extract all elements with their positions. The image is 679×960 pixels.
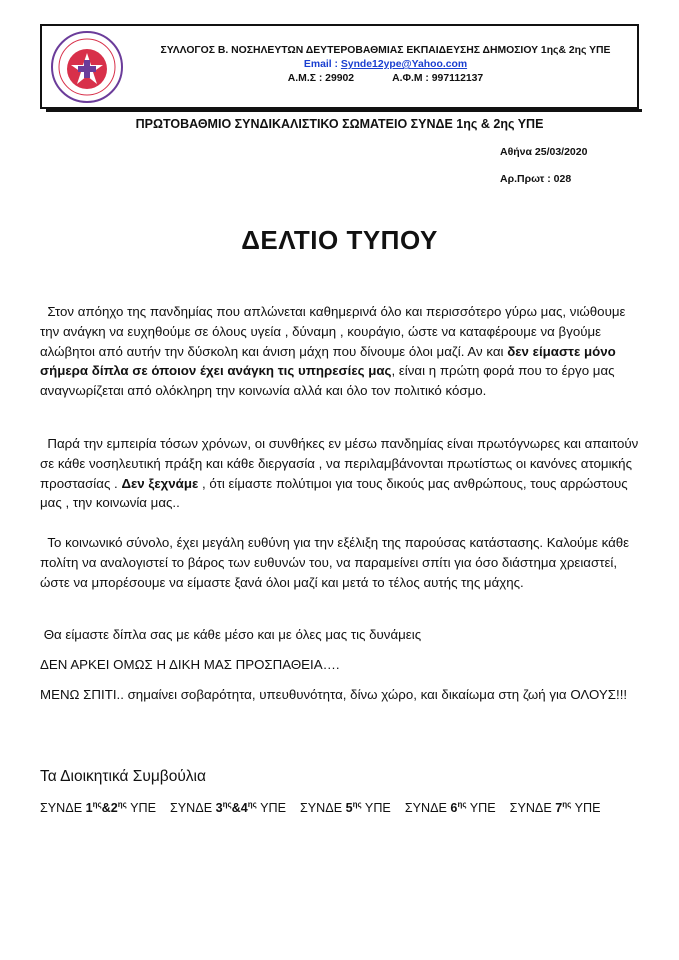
association-name: ΣΥΛΛΟΓΟΣ Β. ΝΟΣΗΛΕΥΤΩΝ ΔΕΥΤΕΡΟΒΑΘΜΙΑΣ ΕΚΠΑΙΔΕΥΣΗΣ ΔΗΜΟΣΙΟΥ 1ης& 2ης ΥΠΕ [160, 45, 611, 56]
board-4: ΣΥΝΔΕ $6^{\eta\varsigma}$ ΥΠΕ [404, 800, 496, 816]
protocol-number: Αρ.Πρωτ : 028 [500, 173, 572, 185]
email-line [140, 58, 631, 72]
paragraph-6: ΜΕΝΩ ΣΠΙΤΙ.. σημαίνει σοβαρότητα, υπευθυνότητα, δίνω χώρο, και δικαίωμα στη ζωή για ΟΛΟΥΣ!!! [40, 687, 628, 702]
board-1: ΣΥΝΔΕ $1^{\eta\varsigma}\&2^{\eta\varsigma}$ ΥΠΕ [40, 800, 156, 816]
board-2: ΣΥΝΔΕ $3^{\eta\varsigma}\&4^{\eta\varsigma}$ ΥΠΕ [170, 800, 286, 816]
ams-number: Α.Μ.Σ : 29902 [287, 73, 355, 84]
letterhead-text [140, 44, 631, 86]
board-5: ΣΥΝΔΕ $7^{\eta\varsigma}$ ΥΠΕ [509, 800, 601, 816]
document-title: ΔΕΛΤΙΟ ΤΥΠΟΥ [241, 225, 438, 255]
association-logo [50, 30, 124, 104]
signoff: Τα Διοικητικά Συμβούλια [40, 768, 206, 785]
paragraph-3: Το κοινωνικό σύνολο, έχει μεγάλη ευθύνη για την εξέλιξη της παρούσας κατάστασης. Καλούμε κάθε πολίτη να αναλογιστεί το βάρος των ευθυνών του, να παραμείνει σπίτι για όσο διάστημα χρειαστεί, ώστε να μπορέσουμε να είμαστε ξανά όλοι μαζί και μετά το τέλος αυτής της μάχης. [40, 535, 630, 590]
paragraph-2: Παρά την εμπειρία τόσων χρόνων, οι συνθήκες εν μέσω πανδημίας είναι πρωτόγνωρες και απαιτούν σε κάθε νοσηλευτική πράξη και κάθε διεργασία , να περιλαμβάνονται πρωτίστως οι κανόνες ατομικής προστασίας . Δεν ξεχνάμε , ότι είμαστε πολύτιμοι για τους δικούς μας ανθρώπους, τους αρρώστους μας , την κοινωνία μας.. [40, 436, 639, 511]
paragraph-4: Θα είμαστε δίπλα σας με κάθε μέσο και με όλες μας τις δυνάμεις [43, 627, 422, 642]
boards-list [40, 800, 640, 815]
afm-number: Α.Φ.Μ : 997112137 [392, 73, 484, 84]
letterhead-box [40, 24, 639, 109]
email-label: Email : [303, 59, 338, 70]
union-title: ΠΡΩΤΟΒΑΘΜΙΟ ΣΥΝΔΙΚΑΛΙΣΤΙΚΟ ΣΩΜΑΤΕΙΟ ΣΥΝΔΕ 1ης & 2ης ΥΠΕ [135, 117, 544, 131]
paragraph-1-emphasis: δεν είμαστε μόνο σήμερα δίπλα σε όποιον έχει ανάγκη τις υπηρεσίες μας [40, 343, 616, 379]
paragraph-2-emphasis: Δεν ξεχνάμε [121, 475, 199, 491]
paragraph-1: Στον απόηχο της πανδημίας που απλώνεται καθημερινά όλο και περισσότερο γύρω μας, νιώθουμε την ανάγκη να ευχηθούμε σε όλους υγεία , δύναμη , κουράγιο, ώστε να καταφέρουμε να βγούμε αλώβητοι από αυτήν την δύσκολη και άνιση μάχη που δίνουμε όλοι μαζί. Αν και δεν είμαστε μόνο σήμερα δίπλα σε όποιον έχει ανάγκη τις υπηρεσίες μας, είναι η πρώτη φορά που το έργο μας αναγνωρίζεται από ολόκληρη την κοινωνία αλλά και όλο τον πολιτικό κόσμο. [40, 304, 626, 399]
board-3: ΣΥΝΔΕ $5^{\eta\varsigma}$ ΥΠΕ [300, 800, 391, 816]
registration-ids [140, 72, 631, 86]
paragraph-5: ΔΕΝ ΑΡΚΕΙ ΟΜΩΣ Η ΔΙΚΗ ΜΑΣ ΠΡΟΣΠΑΘΕΙΑ…. [40, 657, 340, 672]
document-date: Αθήνα 25/03/2020 [500, 146, 588, 158]
email-link[interactable]: Synde12ype@Yahoo.com [340, 59, 468, 70]
